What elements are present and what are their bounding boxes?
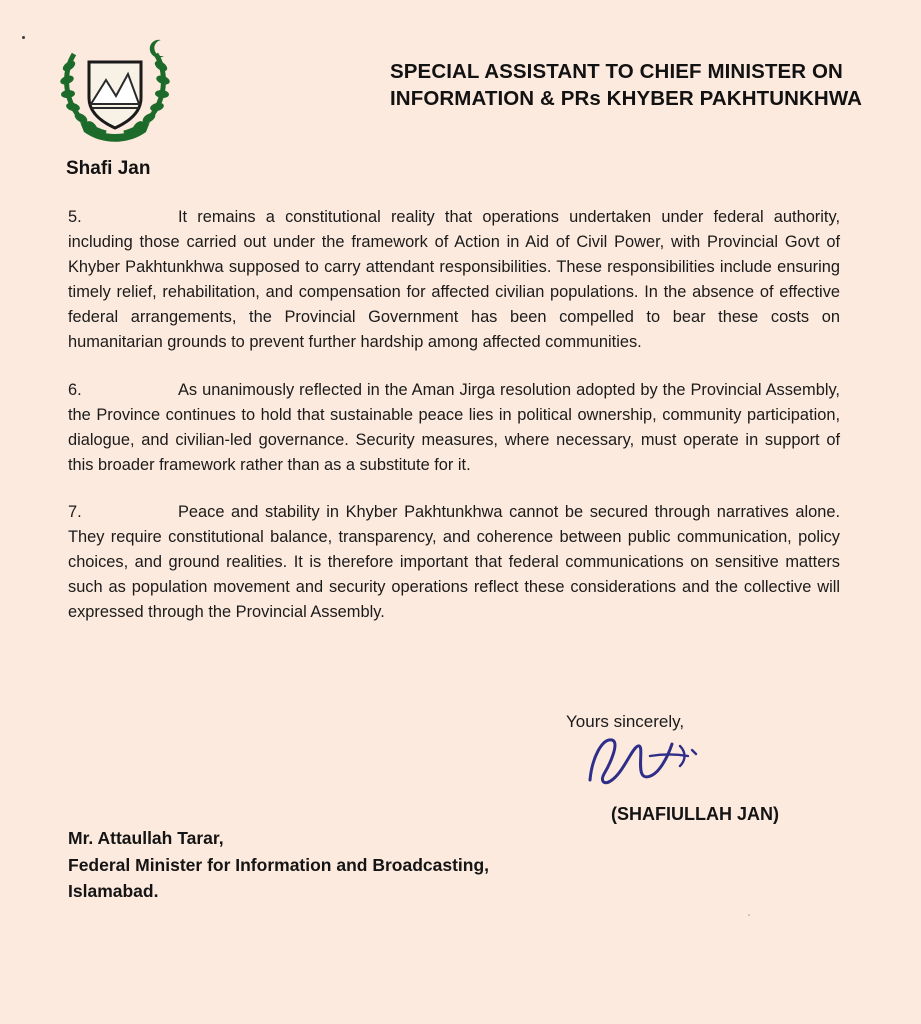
paragraph-text: It remains a constitutional reality that operations undertaken under federal authority, including those carried out under the framework of Action in Aid of Civil Power, with Provincial Govt of Khyber Pakhtunkhwa supposed to carry attendant responsibilities. These responsibilities include ensuring timely relief, rehabilitation, and compensation for affected civilian populations. In the absence of effective federal arrangements, the Provincial Government has been compelled to bear these costs on humanitarian grounds to prevent further hardship among affected communities. bbox=[68, 208, 840, 352]
addressee-line-3: Islamabad. bbox=[68, 881, 159, 902]
addressee-line-1: Mr. Attaullah Tarar, bbox=[68, 828, 224, 848]
paragraph-text: As unanimously reflected in the Aman Jirga resolution adopted by the Provincial Assembly, the Province continues to hold that sustainable peace lies in political ownership, community participation, dialogue, and civilian-led governance. Security measures, where necessary, must operate in support of this broader framework rather than as a substitute for it. bbox=[68, 380, 840, 474]
official-name: Shafi Jan bbox=[66, 158, 151, 179]
paragraph-7 bbox=[68, 500, 840, 625]
paragraph-5 bbox=[68, 205, 840, 356]
org-title-line2: INFORMATION & PRs KHYBER PAKHTUNKHWA bbox=[390, 87, 863, 111]
signature-block bbox=[566, 712, 866, 824]
letterhead bbox=[0, 0, 921, 179]
handwritten-signature bbox=[580, 730, 730, 792]
paragraph-number: 7. bbox=[68, 502, 82, 521]
paragraph-number: 6. bbox=[68, 380, 82, 399]
org-title-line1: SPECIAL ASSISTANT TO CHIEF MINISTER ON bbox=[390, 60, 843, 83]
paper-mark bbox=[748, 914, 750, 916]
signer-name: (SHAFIULLAH JAN) bbox=[611, 804, 779, 824]
letter-body bbox=[68, 205, 840, 647]
paragraph-number: 5. bbox=[68, 208, 82, 226]
kp-government-crest-icon bbox=[56, 26, 174, 144]
addressee-line-2: Federal Minister for Information and Broadcasting, bbox=[68, 854, 490, 875]
addressee-block bbox=[68, 825, 489, 905]
closing-text: Yours sincerely, bbox=[566, 712, 685, 731]
paragraph-6 bbox=[68, 378, 840, 478]
page-title bbox=[390, 58, 905, 112]
paragraph-text: Peace and stability in Khyber Pakhtunkhwa cannot be secured through narratives alone. They require constitutional balance, transparency, and coherence between public communication, policy choices, and ground realities. It is therefore important that federal communications on sensitive matters such as population movement and security operations reflect these considerations and the collective will expressed through the Provincial Assembly. bbox=[68, 502, 840, 622]
